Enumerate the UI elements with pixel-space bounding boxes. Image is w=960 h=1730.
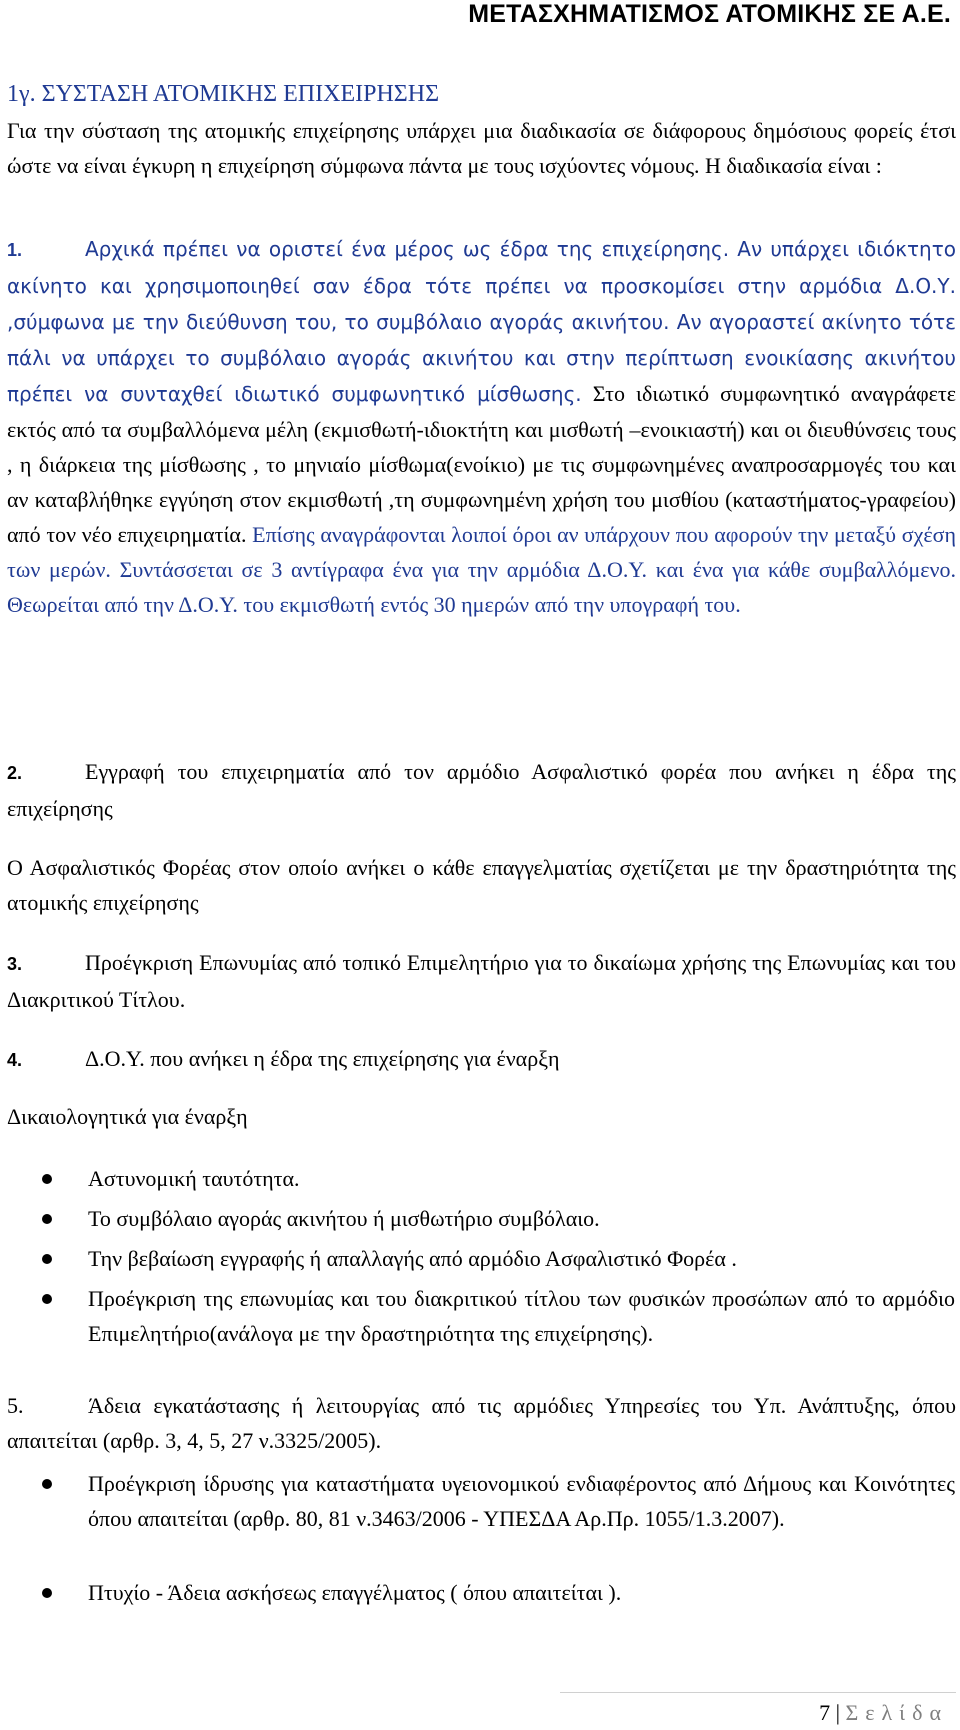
- step-3-number: 3.: [7, 954, 23, 974]
- step-4-paragraph: [7, 1041, 956, 1078]
- step-3-paragraph: [7, 945, 956, 1017]
- step-4-number: 4.: [7, 1050, 23, 1070]
- list-item: Πτυχίο - Άδεια ασκήσεως επαγγέλματος ( όπου απαιτείται ).: [88, 1580, 622, 1605]
- step-1-blue-text-2: Επίσης αναγράφονται λοιποί όροι αν υπάρχουν που αφορούν την μεταξύ σχέση των μερών. Συντάσσεται σε 3 αντίγραφα ένα για την αρμόδια Δ.Ο.Υ. και ένα για κάθε συμβαλλόμενο. Θεωρείται από την Δ.Ο.Υ. του εκμισθωτή εντός 30 ημερών από την υπογραφή του.: [7, 522, 956, 617]
- page-footer: [819, 1700, 948, 1726]
- list-item: Το συμβόλαιο αγοράς ακινήτου ή μισθωτήριο συμβόλαιο.: [88, 1206, 600, 1231]
- intro-paragraph: Για την σύσταση της ατομικής επιχείρησης υπάρχει μια διαδικασία σε διάφορους δημόσιους φορείς έτσι ώστε να είναι έγκυρη η επιχείρηση σύμφωνα πάντα με τους ισχύοντες νόμους. Η διαδικασία είναι :: [7, 118, 956, 178]
- section-title: 1γ. ΣΥΣΤΑΣΗ ΑΤΟΜΙΚΗΣ ΕΠΙΧΕΙΡΗΣΗΣ: [7, 81, 440, 107]
- page-number: 7: [819, 1700, 831, 1725]
- bullet-icon: [42, 1588, 52, 1598]
- footer-separator: |: [835, 1700, 840, 1725]
- step-2-text: Εγγραφή του επιχειρηματία από τον αρμόδιο Ασφαλιστικό φορέα που ανήκει η έδρα της επιχείρησης: [7, 759, 956, 821]
- list-item: Την βεβαίωση εγγραφής ή απαλλαγής από αρμόδιο Ασφαλιστικό Φορέα .: [88, 1246, 737, 1271]
- step-2-note: Ο Ασφαλιστικός Φορέας στον οποίο ανήκει ο κάθε επαγγελματίας σχετίζεται με την δραστηριότητα της ατομικής επιχείρησης: [7, 855, 956, 915]
- step-2-number: 2.: [7, 763, 23, 783]
- step-1-paragraph: [7, 231, 956, 622]
- step-2-paragraph: [7, 754, 956, 826]
- bullet-icon: [42, 1214, 52, 1224]
- page-word: Σελίδα: [845, 1700, 948, 1725]
- step-1-blue-text: Αρχικά πρέπει να οριστεί ένα μέρος ως έδρα της επιχείρησης. Αν υπάρχει ιδιόκτητο ακίνητο και χρησιμοποιηθεί σαν έδρα τότε πρέπει να προσκομίσει στην αρμόδια Δ.Ο.Υ. ,σύμφωνα με την διεύθυνση του, το συμβόλαιο αγοράς ακινήτου. Αν αγοραστεί ακίνητο τότε πάλι να υπάρχει το συμβόλαιο αγοράς ακινήτου και στην περίπτωση ενοικίασης ακινήτου πρέπει να συνταχθεί ιδιωτικό συμφωνητικό μίσθωσης.: [7, 237, 956, 406]
- list-item: Προέγκριση της επωνυμίας και του διακριτικού τίτλου των φυσικών προσώπων από το αρμόδιο Επιμελητήριο(ανάλογα με την δραστηριότητα της επιχείρησης).: [88, 1286, 955, 1346]
- list-item: Αστυνομική ταυτότητα.: [88, 1166, 300, 1191]
- running-header: ΜΕΤΑΣΧΗΜΑΤΙΣΜΟΣ ΑΤΟΜΙΚΗΣ ΣΕ Α.Ε.: [468, 0, 951, 28]
- step-5-number: 5.: [7, 1393, 24, 1418]
- step-4-text: Δ.Ο.Υ. που ανήκει η έδρα της επιχείρησης για έναρξη: [85, 1046, 560, 1071]
- footer-rule: [560, 1692, 956, 1693]
- step-4-docs-heading: Δικαιολογητικά για έναρξη: [7, 1104, 248, 1129]
- bullet-icon: [42, 1479, 52, 1489]
- step-5-paragraph: [7, 1388, 956, 1458]
- step-1-number: 1.: [7, 240, 23, 260]
- bullet-icon: [42, 1174, 52, 1184]
- step-5-text: Άδεια εγκατάστασης ή λειτουργίας από τις αρμόδιες Υπηρεσίες του Υπ. Ανάπτυξης, όπου απαιτείται (αρθρ. 3, 4, 5, 27 ν.3325/2005).: [7, 1393, 956, 1453]
- bullet-icon: [42, 1254, 52, 1264]
- step-1-black-text: Στο ιδιωτικό συμφωνητικό αναγράφετε εκτός από τα συμβαλλόμενα μέλη (εκμισθωτή-ιδιοκτήτη και μισθωτή –ενοικιαστή) και οι διευθύνσεις τους , η διάρκεια της μίσθωσης , το μηνιαίο μίσθωμα(ενοίκιο) με τις συμφωνημένες αναπροσαρμογές του και αν καταβλήθηκε εγγύηση στον εκμισθωτή ,τη συμφωνημένη χρήση του μισθίου (καταστήματος-γραφείου) από τον νέο επιχειρηματία.: [7, 381, 956, 547]
- bullet-icon: [42, 1294, 52, 1304]
- step-3-text: Προέγκριση Επωνυμίας από τοπικό Επιμελητήριο για το δικαίωμα χρήσης της Επωνυμίας και του Διακριτικού Τίτλου.: [7, 950, 956, 1012]
- list-item: Προέγκριση ίδρυσης για καταστήματα υγειονομικού ενδιαφέροντος από Δήμους και Κοινότητες όπου απαιτείται (αρθρ. 80, 81 ν.3463/2006 - ΥΠΕΣΔΑ Αρ.Πρ. 1055/1.3.2007).: [88, 1471, 955, 1531]
